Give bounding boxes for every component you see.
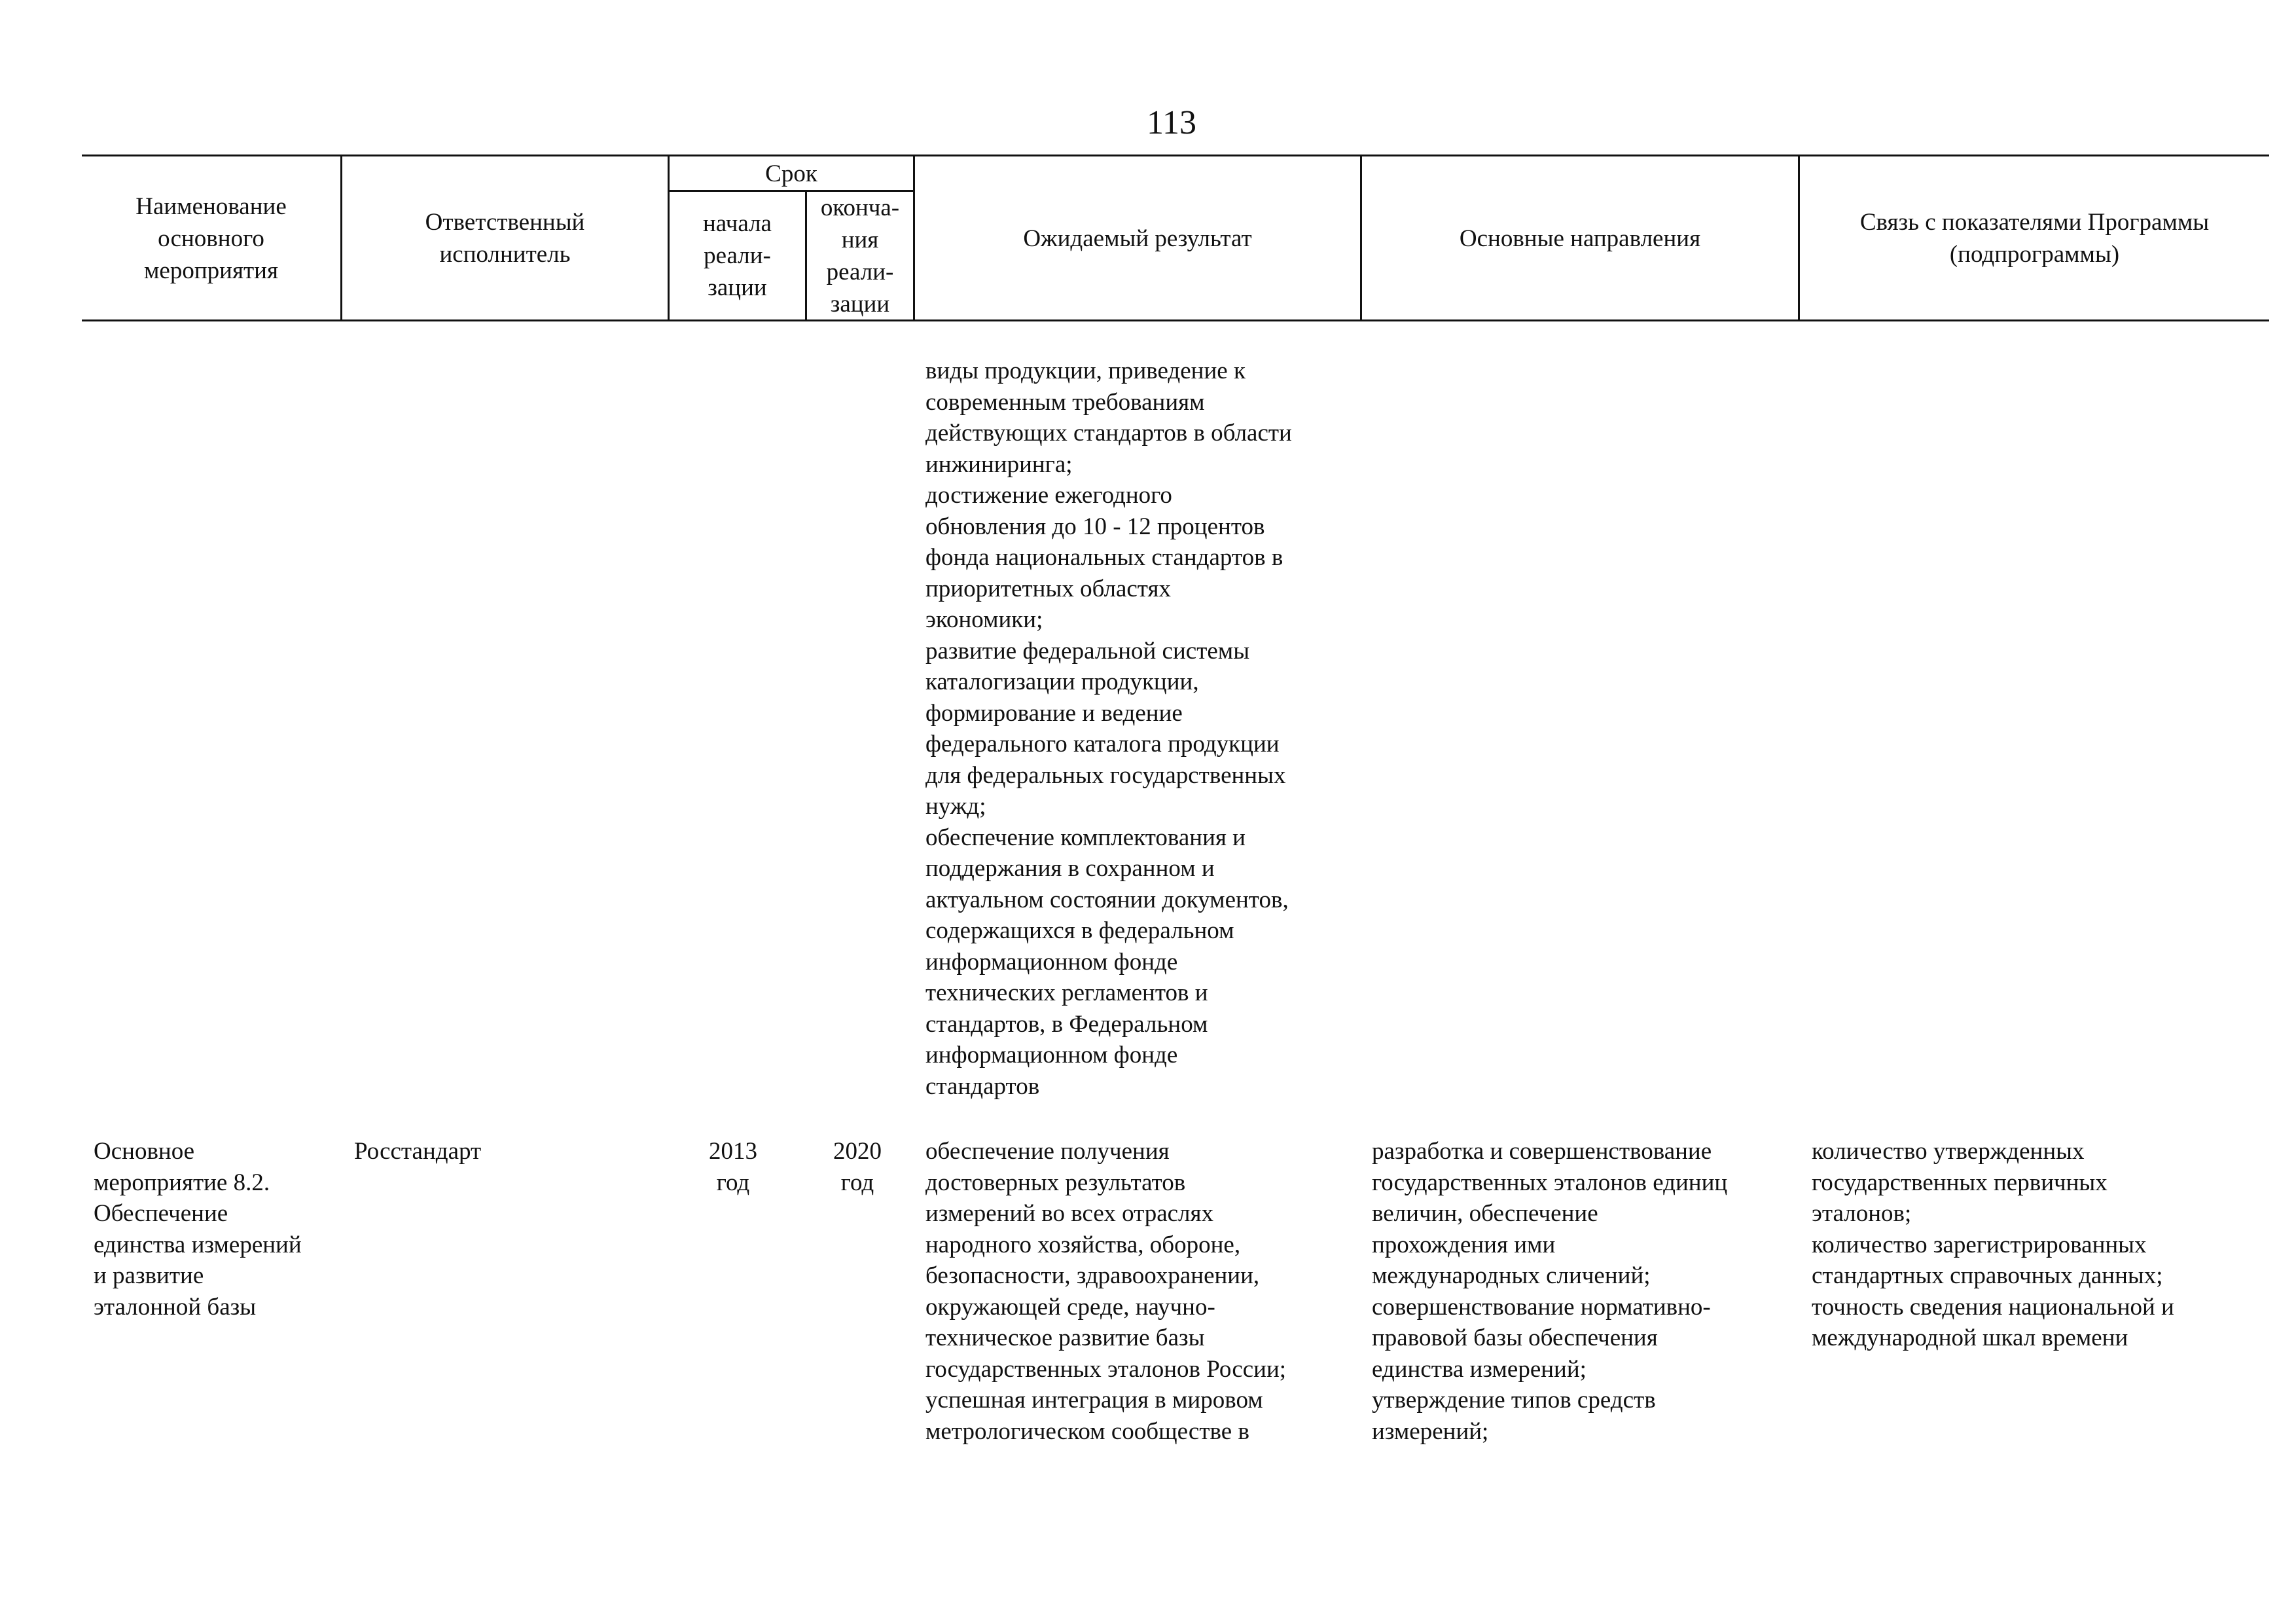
start-year: 2013 год — [709, 1138, 757, 1196]
header-program-indicators — [1800, 157, 2269, 319]
header-activity-name — [82, 157, 340, 319]
header-text: (подпрограммы) — [1949, 241, 2120, 268]
header-text: ния — [841, 226, 879, 253]
header-text: реали- — [826, 258, 894, 285]
main-directions: разработка и совершенствование государственных эталонов единиц величин, обеспечение прохождения ими международных сличений; совершенствование нормативно- правовой базы обеспечения единства измерений; утверждение типов средств измерений; — [1372, 1138, 1728, 1445]
header-text: оконча- — [820, 194, 900, 221]
responsible-executor: Росстандарт — [354, 1138, 482, 1165]
header-text: мероприятия — [144, 257, 278, 284]
header-text: реали- — [704, 242, 771, 269]
header-text: зации — [708, 274, 767, 301]
header-text: Наименование — [135, 192, 287, 220]
continued-expected-result: виды продукции, приведение к современным требованиям действующих стандартов в области инжиниринга; достижение ежегодного обновления до 10 - 12 процентов фонда национальных стандартов в приоритетных областях экономики; развитие федеральной системы каталогизации продукции, формирование и ведение федерального каталога продукции для федеральных государственных нужд; обеспечение комплектования и поддержания в сохранном и актуальном состоянии документов, содержащихся в федеральном информационном фонде технических регламентов и стандартов, в Федеральном информационном фонде стандартов — [925, 357, 1292, 1100]
end-year: 2020 год — [833, 1138, 882, 1196]
table-header-bottom-border — [82, 319, 2269, 321]
header-text: начала — [703, 210, 772, 237]
header-text: основного — [158, 225, 264, 252]
header-expected-result: Ожидаемый результат — [1023, 225, 1252, 252]
header-responsible-executor — [342, 157, 668, 319]
activity-name: Основное мероприятие 8.2. Обеспечение единства измерений и развитие эталонной базы — [94, 1138, 302, 1321]
header-text: Связь с показателями Программы — [1859, 209, 2210, 236]
expected-result: обеспечение получения достоверных результатов измерений во всех отраслях народного хозяйства, обороне, безопасности, здравоохранении, окружающей среде, научно- техническое развитие базы государственных эталонов России; успешная интеграция в мировом метрологическом сообществе в — [925, 1138, 1287, 1445]
header-end — [807, 192, 913, 319]
header-text: Ответственный — [425, 209, 585, 236]
header-text: исполнитель — [439, 241, 571, 268]
header-main-directions: Основные направления — [1459, 225, 1701, 252]
page-number: 113 — [1146, 104, 1197, 141]
header-start — [670, 192, 805, 319]
header-text: зации — [830, 290, 890, 318]
header-term: Срок — [765, 160, 817, 187]
program-indicators: количество утвержденных государственных первичных эталонов; количество зарегистрированных стандартных справочных данных; точность сведения национальной и международной шкал времени — [1812, 1138, 2174, 1351]
table-top-border — [82, 155, 2269, 156]
